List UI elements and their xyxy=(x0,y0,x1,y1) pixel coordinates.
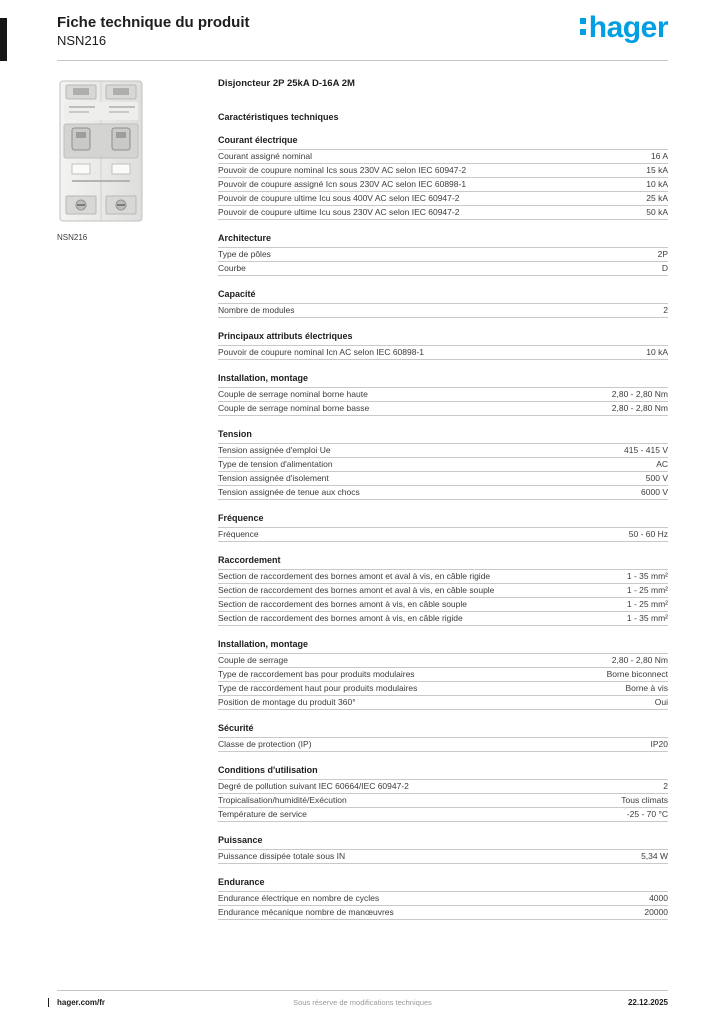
footer-divider xyxy=(57,990,668,991)
spec-table xyxy=(218,737,668,752)
spec-value: 2P xyxy=(657,249,668,259)
spec-sections xyxy=(218,135,668,920)
product-reference: NSN216 xyxy=(57,33,107,48)
spec-row xyxy=(218,206,668,220)
spec-label: Tension assignée d'isolement xyxy=(218,473,329,483)
spec-value: 2,80 - 2,80 Nm xyxy=(611,655,668,665)
spec-value: 50 kA xyxy=(646,207,668,217)
section-title: Principaux attributs électriques xyxy=(218,331,353,341)
header-text xyxy=(57,14,250,48)
section-title: Sécurité xyxy=(218,723,254,733)
spec-section xyxy=(218,639,668,710)
spec-label: Type de pôles xyxy=(218,249,271,259)
spec-table xyxy=(218,527,668,542)
spec-column xyxy=(218,78,668,920)
spec-section xyxy=(218,765,668,822)
spec-table xyxy=(218,849,668,864)
spec-value: AC xyxy=(656,459,668,469)
section-title: Tension xyxy=(218,429,252,439)
spec-value: 10 kA xyxy=(646,179,668,189)
print-registration-mark xyxy=(0,18,7,61)
product-title: Disjoncteur 2P 25kA D-16A 2M xyxy=(218,78,355,89)
spec-value: 2 xyxy=(663,781,668,791)
page-header xyxy=(0,0,724,48)
spec-label: Position de montage du produit 360° xyxy=(218,697,356,707)
spec-label: Pouvoir de coupure nominal Icn AC selon IEC 60898-1 xyxy=(218,347,425,357)
spec-section xyxy=(218,233,668,276)
hager-logo xyxy=(580,11,668,44)
spec-value: IP20 xyxy=(650,739,668,749)
spec-value: 15 kA xyxy=(646,165,668,175)
section-title: Puissance xyxy=(218,835,263,845)
spec-row xyxy=(218,738,668,752)
spec-label: Classe de protection (IP) xyxy=(218,739,312,749)
spec-row xyxy=(218,164,668,178)
spec-table xyxy=(218,569,668,626)
spec-row xyxy=(218,346,668,360)
logo-wordmark: hager xyxy=(588,11,668,44)
header-divider xyxy=(57,60,668,61)
spec-row xyxy=(218,584,668,598)
section-title: Raccordement xyxy=(218,555,281,565)
spec-value: Borne à vis xyxy=(625,683,668,693)
spec-value: 1 - 35 mm² xyxy=(626,613,668,623)
spec-value: 25 kA xyxy=(646,193,668,203)
spec-value: 2,80 - 2,80 Nm xyxy=(611,389,668,399)
spec-value: 415 - 415 V xyxy=(624,445,668,455)
spec-label: Courbe xyxy=(218,263,246,273)
spec-label: Pouvoir de coupure ultime Icu sous 400V AC selon IEC 60947-2 xyxy=(218,193,460,203)
spec-label: Endurance mécanique nombre de manœuvres xyxy=(218,907,394,917)
spec-value: 16 A xyxy=(650,151,668,161)
spec-row xyxy=(218,402,668,416)
spec-label: Fréquence xyxy=(218,529,259,539)
spec-value: Tous climats xyxy=(621,795,668,805)
spec-section xyxy=(218,289,668,318)
spec-row xyxy=(218,696,668,710)
spec-row xyxy=(218,444,668,458)
spec-value: 4000 xyxy=(649,893,668,903)
spec-value: 1 - 25 mm² xyxy=(626,599,668,609)
spec-value: 2 xyxy=(663,305,668,315)
spec-label: Section de raccordement des bornes amont à vis, en câble rigide xyxy=(218,613,463,623)
section-title: Installation, montage xyxy=(218,639,309,649)
spec-label: Tropicalisation/humidité/Exécution xyxy=(218,795,347,805)
spec-table xyxy=(218,345,668,360)
spec-table xyxy=(218,149,668,220)
spec-table xyxy=(218,891,668,920)
spec-row xyxy=(218,780,668,794)
spec-table xyxy=(218,387,668,416)
spec-value: 1 - 35 mm² xyxy=(626,571,668,581)
spec-label: Pouvoir de coupure ultime Icu sous 230V AC selon IEC 60947-2 xyxy=(218,207,460,217)
spec-section xyxy=(218,373,668,416)
spec-section xyxy=(218,835,668,864)
spec-section xyxy=(218,331,668,360)
footer-row xyxy=(57,998,668,1007)
spec-label: Section de raccordement des bornes amont à vis, en câble souple xyxy=(218,599,468,609)
spec-value: 5,34 W xyxy=(641,851,668,861)
spec-section xyxy=(218,877,668,920)
spec-table xyxy=(218,653,668,710)
spec-table xyxy=(218,303,668,318)
spec-value: 500 V xyxy=(645,473,668,483)
spec-label: Type de raccordement bas pour produits modulaires xyxy=(218,669,415,679)
spec-row xyxy=(218,850,668,864)
spec-label: Température de service xyxy=(218,809,307,819)
spec-label: Type de tension d'alimentation xyxy=(218,459,333,469)
spec-label: Tension assignée de tenue aux chocs xyxy=(218,487,360,497)
footer-disclaimer: Sous réserve de modifications techniques xyxy=(293,998,432,1007)
footer-date: 22.12.2025 xyxy=(627,998,668,1007)
spec-value: Oui xyxy=(654,697,668,707)
spec-label: Pouvoir de coupure nominal Ics sous 230V AC selon IEC 60947-2 xyxy=(218,165,467,175)
spec-row xyxy=(218,682,668,696)
spec-value: 6000 V xyxy=(641,487,668,497)
spec-value: 50 - 60 Hz xyxy=(628,529,668,539)
spec-label: Pouvoir de coupure assigné Icn sous 230V AC selon IEC 60898-1 xyxy=(218,179,467,189)
spec-row xyxy=(218,262,668,276)
spec-row xyxy=(218,668,668,682)
spec-row xyxy=(218,570,668,584)
product-image-caption: NSN216 xyxy=(57,233,88,242)
spec-value: 1 - 25 mm² xyxy=(626,585,668,595)
spec-value: 10 kA xyxy=(646,347,668,357)
spec-row xyxy=(218,304,668,318)
spec-row xyxy=(218,612,668,626)
spec-row xyxy=(218,654,668,668)
section-title: Fréquence xyxy=(218,513,264,523)
content-area xyxy=(0,78,724,920)
spec-row xyxy=(218,472,668,486)
page-footer xyxy=(0,990,724,1024)
spec-label: Couple de serrage xyxy=(218,655,288,665)
spec-row xyxy=(218,598,668,612)
spec-section xyxy=(218,513,668,542)
spec-label: Section de raccordement des bornes amont et aval à vis, en câble souple xyxy=(218,585,495,595)
section-title: Endurance xyxy=(218,877,265,887)
spec-row xyxy=(218,486,668,500)
page-title: Fiche technique du produit xyxy=(57,14,250,31)
product-image-column xyxy=(57,78,145,920)
circuit-breaker-illustration xyxy=(57,78,145,224)
spec-row xyxy=(218,906,668,920)
spec-row xyxy=(218,528,668,542)
spec-section xyxy=(218,429,668,500)
spec-label: Nombre de modules xyxy=(218,305,295,315)
spec-label: Couple de serrage nominal borne haute xyxy=(218,389,368,399)
spec-label: Courant assigné nominal xyxy=(218,151,313,161)
spec-label: Puissance dissipée totale sous IN xyxy=(218,851,346,861)
footer-left xyxy=(57,998,105,1007)
section-title: Courant électrique xyxy=(218,135,298,145)
spec-value: 20000 xyxy=(644,907,668,917)
spec-table xyxy=(218,443,668,500)
spec-label: Type de raccordement haut pour produits modulaires xyxy=(218,683,418,693)
spec-row xyxy=(218,808,668,822)
spec-label: Tension assignée d'emploi Ue xyxy=(218,445,331,455)
logo-colon-icon xyxy=(580,18,586,40)
tech-characteristics-heading: Caractéristiques techniques xyxy=(218,112,339,122)
spec-label: Couple de serrage nominal borne basse xyxy=(218,403,370,413)
spec-value: -25 - 70 °C xyxy=(626,809,668,819)
spec-row xyxy=(218,178,668,192)
spec-table xyxy=(218,779,668,822)
spec-section xyxy=(218,555,668,626)
product-image xyxy=(57,78,145,224)
spec-section xyxy=(218,723,668,752)
spec-row xyxy=(218,192,668,206)
spec-value: Borne biconnect xyxy=(606,669,668,679)
spec-label: Degré de pollution suivant IEC 60664/IEC 60947-2 xyxy=(218,781,409,791)
spec-row xyxy=(218,458,668,472)
spec-row xyxy=(218,794,668,808)
footer-tick-mark xyxy=(48,998,49,1007)
spec-table xyxy=(218,247,668,276)
section-title: Conditions d'utilisation xyxy=(218,765,318,775)
spec-row xyxy=(218,892,668,906)
spec-value: D xyxy=(661,263,668,273)
section-title: Capacité xyxy=(218,289,256,299)
footer-site-link[interactable]: hager.com/fr xyxy=(57,998,106,1007)
spec-row xyxy=(218,388,668,402)
spec-row xyxy=(218,248,668,262)
spec-section xyxy=(218,135,668,220)
section-title: Installation, montage xyxy=(218,373,309,383)
section-title: Architecture xyxy=(218,233,272,243)
spec-value: 2,80 - 2,80 Nm xyxy=(611,403,668,413)
spec-label: Endurance électrique en nombre de cycles xyxy=(218,893,380,903)
spec-label: Section de raccordement des bornes amont et aval à vis, en câble rigide xyxy=(218,571,491,581)
spec-row xyxy=(218,150,668,164)
